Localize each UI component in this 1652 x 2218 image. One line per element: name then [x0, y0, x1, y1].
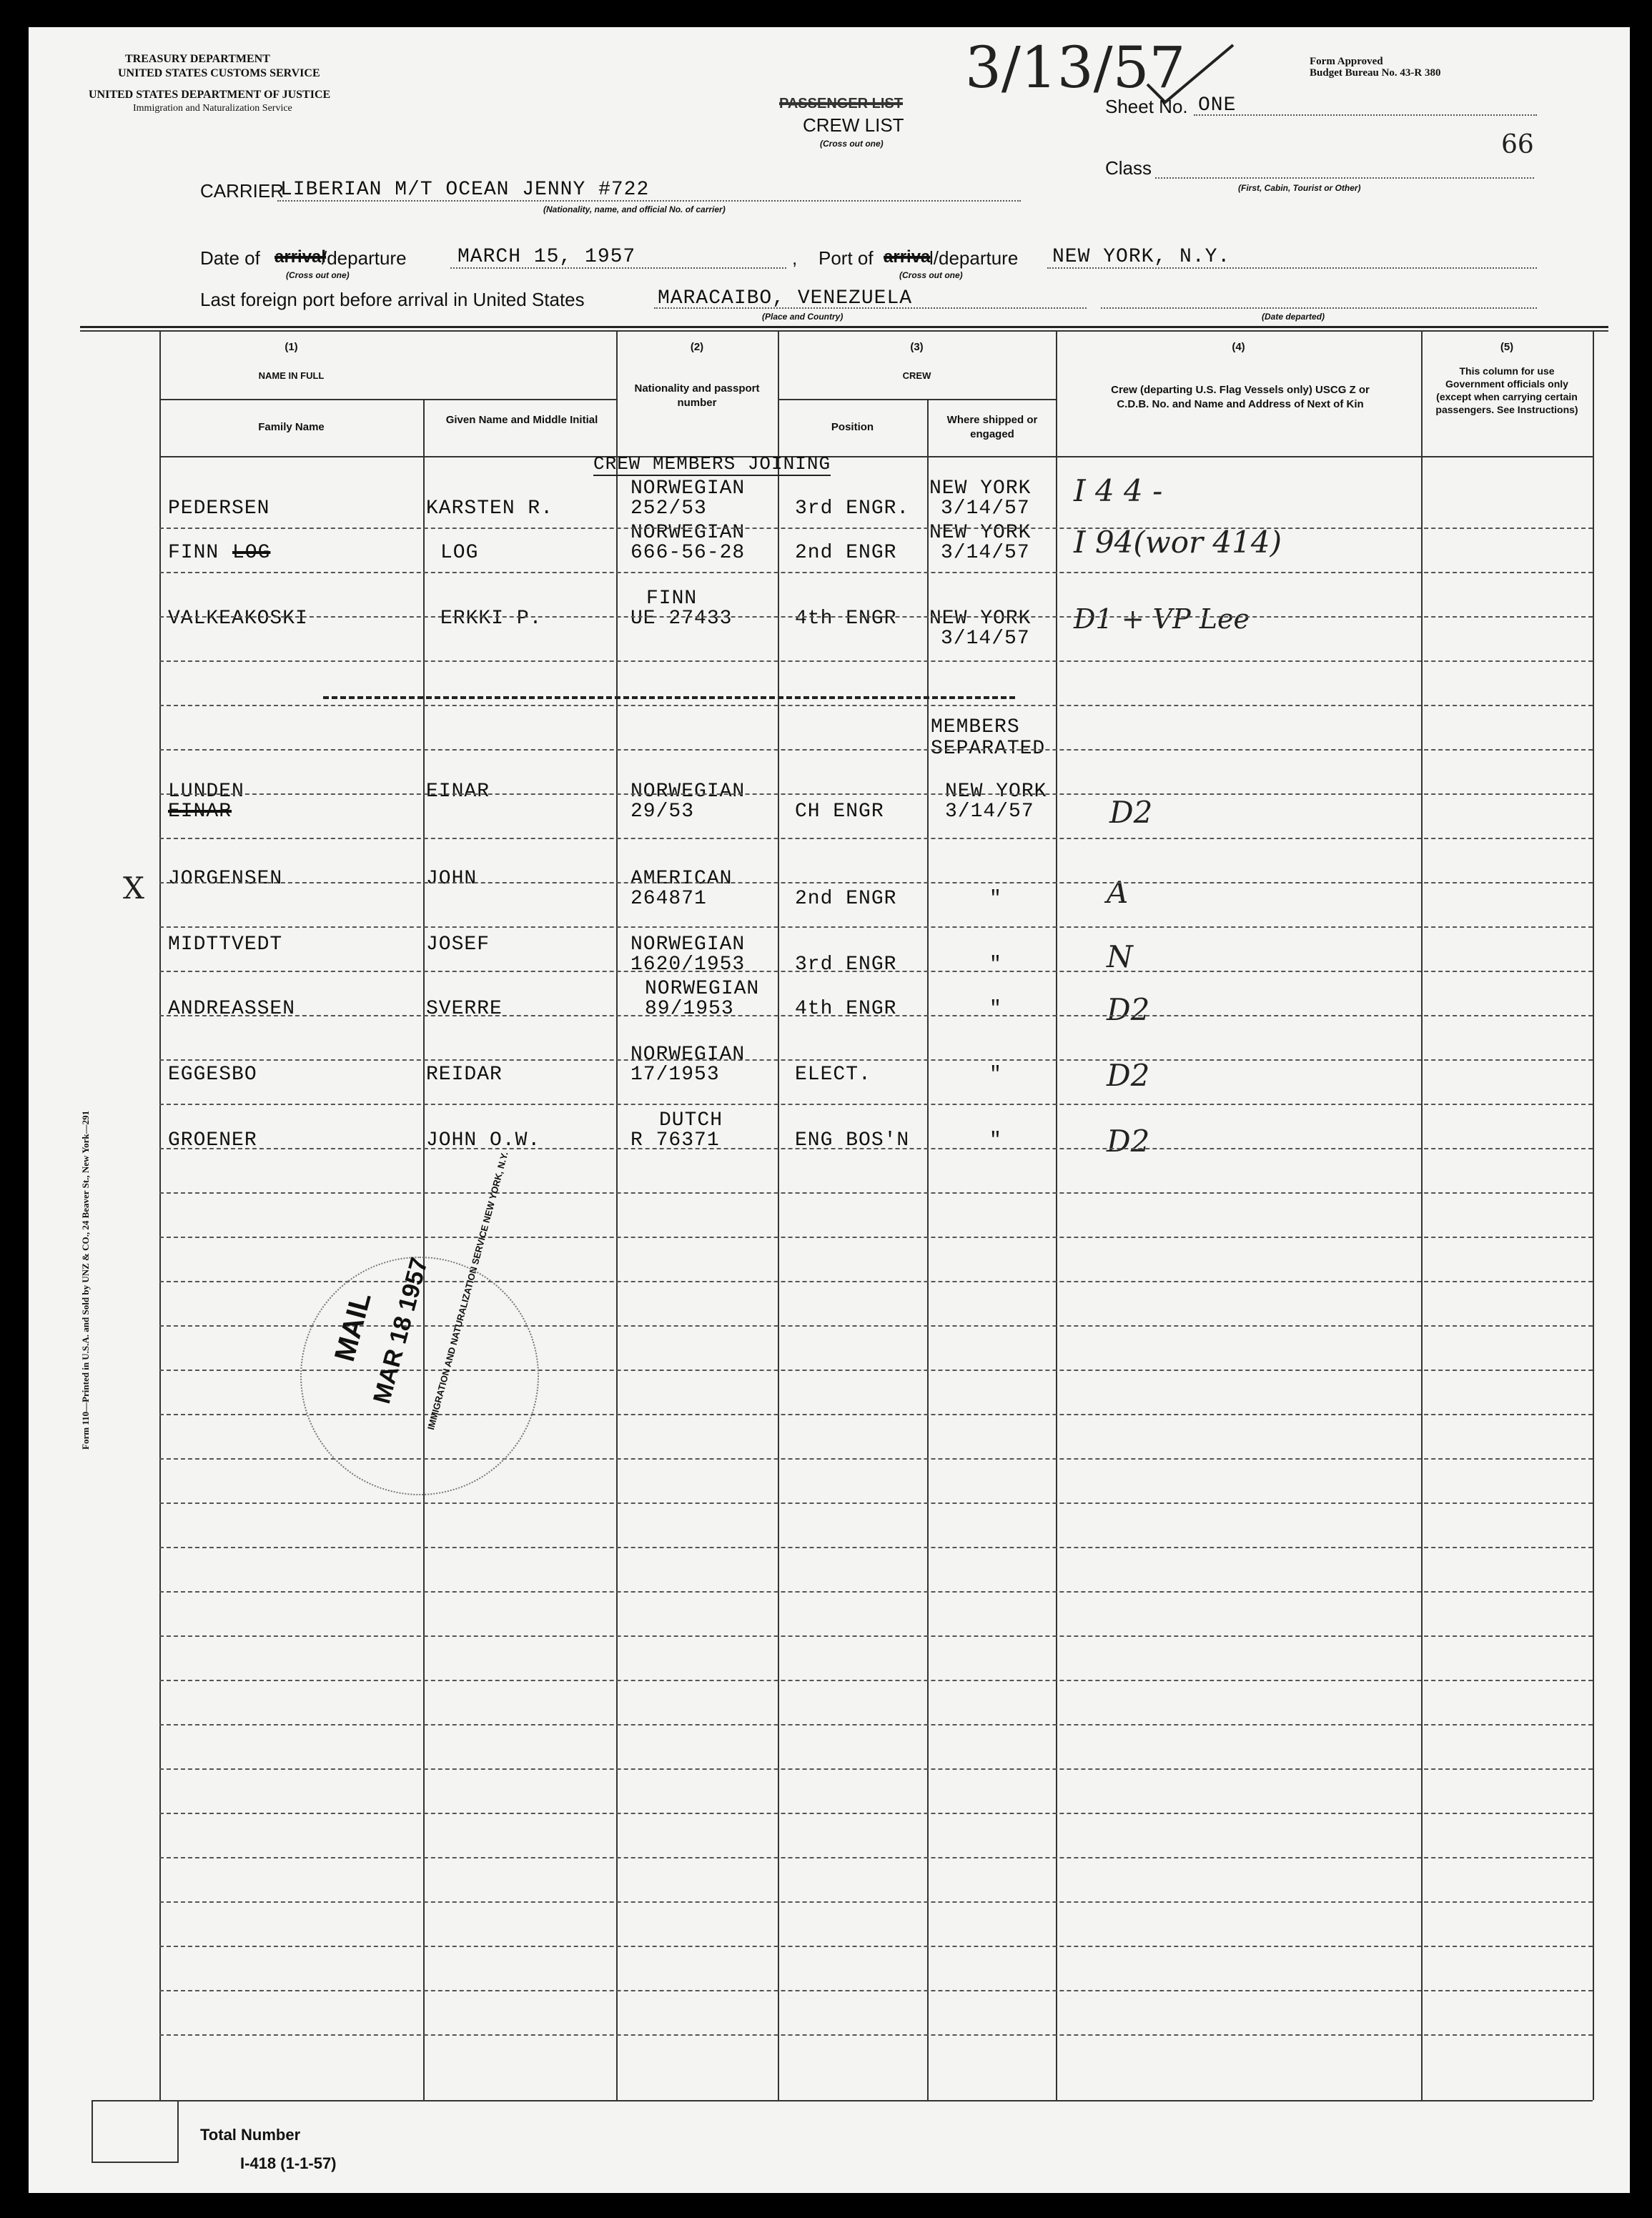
stamp-date: MAR 18 1957 — [368, 1254, 434, 1407]
passport-number: 89/1953 — [645, 998, 734, 1020]
comma: , — [792, 247, 798, 269]
given-name: JOHN — [426, 868, 478, 890]
row-rule — [159, 838, 1593, 839]
row-rule — [159, 926, 1593, 928]
family-name: JORGENSEN — [168, 868, 283, 890]
position: 3rd ENGR. — [795, 497, 910, 520]
total-number-box[interactable] — [91, 2100, 179, 2163]
row-rule — [159, 1059, 1593, 1061]
last-port-value: MARACAIBO, VENEZUELA — [658, 287, 913, 310]
last-port-label: Last foreign port before arrival in United States — [200, 289, 585, 310]
given-name: EINAR — [426, 781, 490, 803]
col2-title: Nationality and passport number — [634, 382, 760, 409]
date-struck: arrival — [274, 247, 327, 267]
handwritten-date: 3/13/57 — [965, 34, 1186, 101]
nationality: NORWEGIAN — [645, 978, 760, 1000]
position: ENG BOS'N — [795, 1129, 910, 1152]
sheet-value: ONE — [1198, 94, 1237, 117]
row-rule — [159, 705, 1593, 706]
where-shipped: NEW YORK — [945, 781, 1047, 803]
col3-title: CREW — [902, 370, 931, 381]
row-rule — [159, 1104, 1593, 1105]
budget-bureau: Budget Bureau No. 43-R 380 — [1310, 67, 1441, 79]
col2-num: (2) — [690, 341, 704, 353]
agency-customs: UNITED STATES CUSTOMS SERVICE — [118, 67, 320, 79]
col3-num: (3) — [910, 341, 924, 353]
date-value: MARCH 15, 1957 — [457, 246, 636, 268]
row-rule — [159, 1192, 1593, 1194]
port-departure-label: l/departure — [929, 247, 1019, 269]
date-note: (Cross out one) — [286, 270, 350, 280]
passport-number: 264871 — [630, 888, 707, 910]
where-date: 3/14/57 — [941, 628, 1030, 650]
family-name: GROENER — [168, 1129, 257, 1152]
date-label: Date of — [200, 247, 260, 269]
row-rule — [159, 793, 1593, 795]
handwritten-note: A — [1107, 875, 1129, 910]
section-joining: CREW MEMBERS JOINING — [593, 453, 831, 475]
col5-title: This column for use Government officials only (except when carrying certain passengers. See Instructions) — [1435, 365, 1578, 415]
passport-number: 666-56-28 — [630, 542, 746, 564]
where-date: 3/14/57 — [941, 542, 1030, 564]
col1b-header: Given Name and Middle Initial — [445, 414, 598, 426]
col1-title: NAME IN FULL — [258, 370, 325, 381]
family-name: LUNDEN — [168, 781, 244, 803]
nationality: AMERICAN — [630, 868, 733, 890]
given-name: REIDAR — [426, 1064, 503, 1086]
position: 2nd ENGR — [795, 542, 897, 564]
family-name: VALKEAKOSKI — [168, 608, 308, 630]
given-name: ERKKI P. — [440, 608, 543, 630]
position: 4th ENGR — [795, 608, 897, 630]
form-id: I-418 (1-1-57) — [240, 2154, 337, 2172]
handwritten-note: N — [1107, 939, 1133, 974]
place-note: (Place and Country) — [762, 312, 844, 322]
handwritten-note: D2 — [1109, 795, 1153, 830]
col4-num: (4) — [1232, 341, 1245, 353]
col1-num: (1) — [285, 341, 298, 353]
family-name: EGGESBO — [168, 1064, 257, 1086]
page-number: 66 — [1501, 130, 1534, 159]
row-rule — [159, 1680, 1593, 1681]
date-departure-label: /departure — [322, 247, 407, 269]
row-rule — [159, 1857, 1593, 1858]
row-rule — [159, 616, 1593, 618]
given-name: KARSTEN R. — [426, 497, 554, 520]
passport-number: 252/53 — [630, 497, 707, 520]
handwritten-note: D1 + VP Lee — [1074, 603, 1250, 635]
family-struck: LOG — [232, 542, 271, 564]
passport-number: UE 27433 — [630, 608, 733, 630]
form-approved: Form Approved — [1310, 56, 1383, 67]
nationality: NORWEGIAN — [630, 522, 746, 544]
date-departed-note: (Date departed) — [1262, 312, 1325, 322]
row-rule — [159, 1015, 1593, 1016]
where-date: 3/14/57 — [941, 497, 1030, 520]
given-name: JOHN O.W. — [426, 1129, 541, 1152]
agency-justice: UNITED STATES DEPARTMENT OF JUSTICE — [89, 89, 331, 101]
stamp-agency: IMMIGRATION AND NATURALIZATION SERVICE NEW YORK, N.Y. — [425, 1150, 510, 1431]
where-shipped: NEW YORK — [929, 477, 1032, 500]
row-rule — [159, 1768, 1593, 1770]
row-rule — [159, 971, 1593, 972]
struck-title: PASSENGER LIST — [779, 96, 903, 112]
position: 4th ENGR — [795, 998, 897, 1020]
port-struck: arriva — [884, 247, 931, 267]
row-rule — [159, 2034, 1593, 2036]
crew-list-form — [29, 27, 1630, 2193]
port-note: (Cross out one) — [899, 270, 963, 280]
nationality: DUTCH — [659, 1109, 723, 1132]
ditto-mark: " — [989, 1129, 1002, 1152]
col3a-header: Position — [831, 421, 874, 433]
where-date: 3/14/57 — [945, 801, 1034, 823]
where-shipped: NEW YORK — [929, 608, 1032, 630]
port-label: Port of — [818, 247, 874, 269]
passport-number: 17/1953 — [630, 1064, 720, 1086]
position: ELECT. — [795, 1064, 871, 1086]
family-name: PEDERSEN — [168, 497, 270, 520]
ditto-mark: " — [989, 888, 1002, 910]
row-rule — [159, 660, 1593, 662]
side-print: Form 110—Printed in U.S.A. and Sold by UNZ & CO., 24 Beaver St., New York—291 — [80, 1110, 91, 1450]
ditto-mark: " — [989, 998, 1002, 1020]
ditto-mark: " — [989, 1064, 1002, 1086]
title-cross-note: (Cross out one) — [820, 139, 884, 149]
handwritten-note: I 94(wor 414) — [1074, 525, 1282, 560]
row-rule — [159, 1635, 1593, 1637]
col5-num: (5) — [1500, 341, 1514, 353]
handwritten-note: D2 — [1107, 1124, 1150, 1159]
given-name: LOG — [440, 542, 479, 564]
handwritten-note: I 4 4 - — [1074, 473, 1163, 508]
nationality: NORWEGIAN — [630, 1044, 746, 1066]
given-name: JOSEF — [426, 934, 490, 956]
agency-treasury: TREASURY DEPARTMENT — [125, 53, 270, 65]
col4-title: Crew (departing U.S. Flag Vessels only) USCG Z or C.D.B. No. and Name and Address of Next of Kin — [1111, 384, 1370, 410]
family-struck: EINAR — [168, 801, 232, 823]
total-number-label: Total Number — [200, 2126, 301, 2144]
col3b-header: Where shipped or engaged — [946, 414, 1038, 440]
agency-ins: Immigration and Naturalization Service — [133, 103, 292, 114]
row-rule — [159, 1901, 1593, 1903]
nationality: NORWEGIAN — [630, 781, 746, 803]
margin-mark: X — [123, 871, 144, 906]
handwritten-note: D2 — [1107, 1058, 1150, 1093]
family-name: FINN — [168, 542, 219, 564]
row-rule — [159, 1591, 1593, 1593]
given-name: SVERRE — [426, 998, 503, 1020]
nationality: NORWEGIAN — [630, 477, 746, 500]
position: 2nd ENGR — [795, 888, 897, 910]
position: CH ENGR — [795, 801, 884, 823]
row-rule — [159, 1990, 1593, 1991]
port-value: NEW YORK, N.Y. — [1052, 246, 1231, 268]
row-rule — [159, 1502, 1593, 1504]
row-rule — [159, 1724, 1593, 1726]
passport-number: 29/53 — [630, 801, 695, 823]
position: 3rd ENGR — [795, 954, 897, 976]
row-rule — [159, 572, 1593, 573]
section-separated-1: MEMBERS — [931, 716, 1020, 738]
carrier-value: LIBERIAN M/T OCEAN JENNY #722 — [280, 179, 650, 201]
row-rule — [159, 528, 1593, 529]
handwritten-note: D2 — [1107, 992, 1150, 1027]
row-rule — [159, 749, 1593, 751]
carrier-note: (Nationality, name, and official No. of carrier) — [543, 204, 726, 214]
row-rule — [159, 882, 1593, 883]
ditto-mark: " — [989, 954, 1002, 976]
nationality: FINN — [646, 588, 698, 610]
stamp-mail: MAIL — [329, 1289, 377, 1365]
carrier-label: CARRIER — [200, 180, 285, 202]
row-rule — [159, 1547, 1593, 1548]
sheet-label: Sheet No. — [1105, 96, 1188, 117]
col1a-header: Family Name — [258, 421, 325, 433]
row-rule — [159, 1946, 1593, 1947]
row-rule — [159, 1237, 1593, 1238]
family-name: ANDREASSEN — [168, 998, 296, 1020]
section-separated-2: SEPARATED — [931, 738, 1046, 760]
nationality: NORWEGIAN — [630, 934, 746, 956]
where-shipped: NEW YORK — [929, 522, 1032, 544]
form-title: CREW LIST — [803, 114, 904, 136]
passport-number: R 76371 — [630, 1129, 720, 1152]
passport-number: 1620/1953 — [630, 954, 746, 976]
class-label: Class — [1105, 157, 1152, 179]
row-rule — [159, 1148, 1593, 1149]
row-rule — [159, 1813, 1593, 1814]
family-name: MIDTTVEDT — [168, 934, 283, 956]
class-note: (First, Cabin, Tourist or Other) — [1238, 183, 1361, 193]
